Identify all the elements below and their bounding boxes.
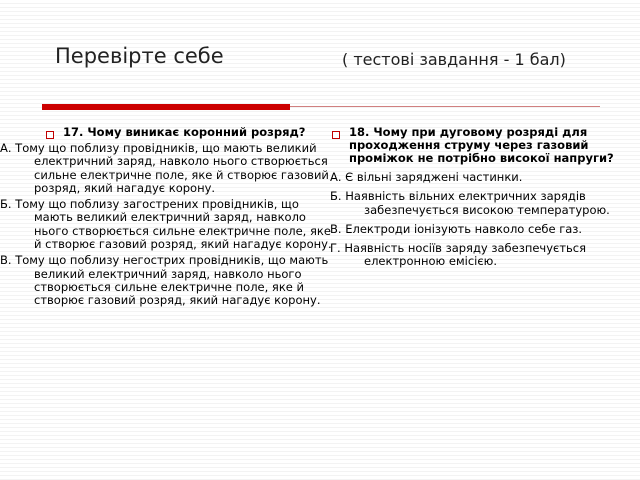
square-bullet-icon [46, 131, 54, 139]
red-divider [42, 104, 290, 110]
left-column [0, 125, 332, 308]
slide-subtitle: ( тестові завдання - 1 бал) [342, 50, 566, 69]
answer-17-b: Б. Тому що поблизу загострених провідників, що мають великий електричний заряд, навколо нього створюється сильне електричне поле, яке й створює газовий розряд, який нагадує корону. [0, 197, 332, 252]
right-column [332, 126, 622, 269]
square-bullet-icon [332, 131, 340, 139]
question-18 [332, 126, 622, 165]
thin-divider [290, 106, 600, 107]
slide-title: Перевірте себе [55, 44, 224, 68]
answer-17-c: В. Тому що поблизу негострих провідників, що мають великий електричний заряд, навколо нього створюється сильне електричне поле, яке й створює газовий розряд, який нагадує корону. [0, 253, 329, 308]
answer-17-a: А. Тому що поблизу провідників, що мають великий електричний заряд, навколо нього створюється сильне електричне поле, яке й створює газовий розряд, який нагадує корону. [0, 141, 329, 195]
question-17-text: 17. Чому виникає коронний розряд? [63, 125, 306, 139]
answer-18-b: Б. Наявність вільних електричних зарядів забезпечується високою температурою. [330, 189, 610, 217]
answer-18-d: Г. Наявність носіїв заряду забезпечується електронною емісією. [330, 241, 587, 269]
answer-18-c: В. Електроди іонізують навколо себе газ. [330, 221, 583, 236]
question-18-text: 18. Чому при дуговому розряді для проходження струму через газовий проміжок не потрібно високої напруги? [349, 125, 614, 165]
question-17 [46, 126, 314, 139]
answer-18-a: А. Є вільні заряджені частинки. [330, 170, 523, 184]
